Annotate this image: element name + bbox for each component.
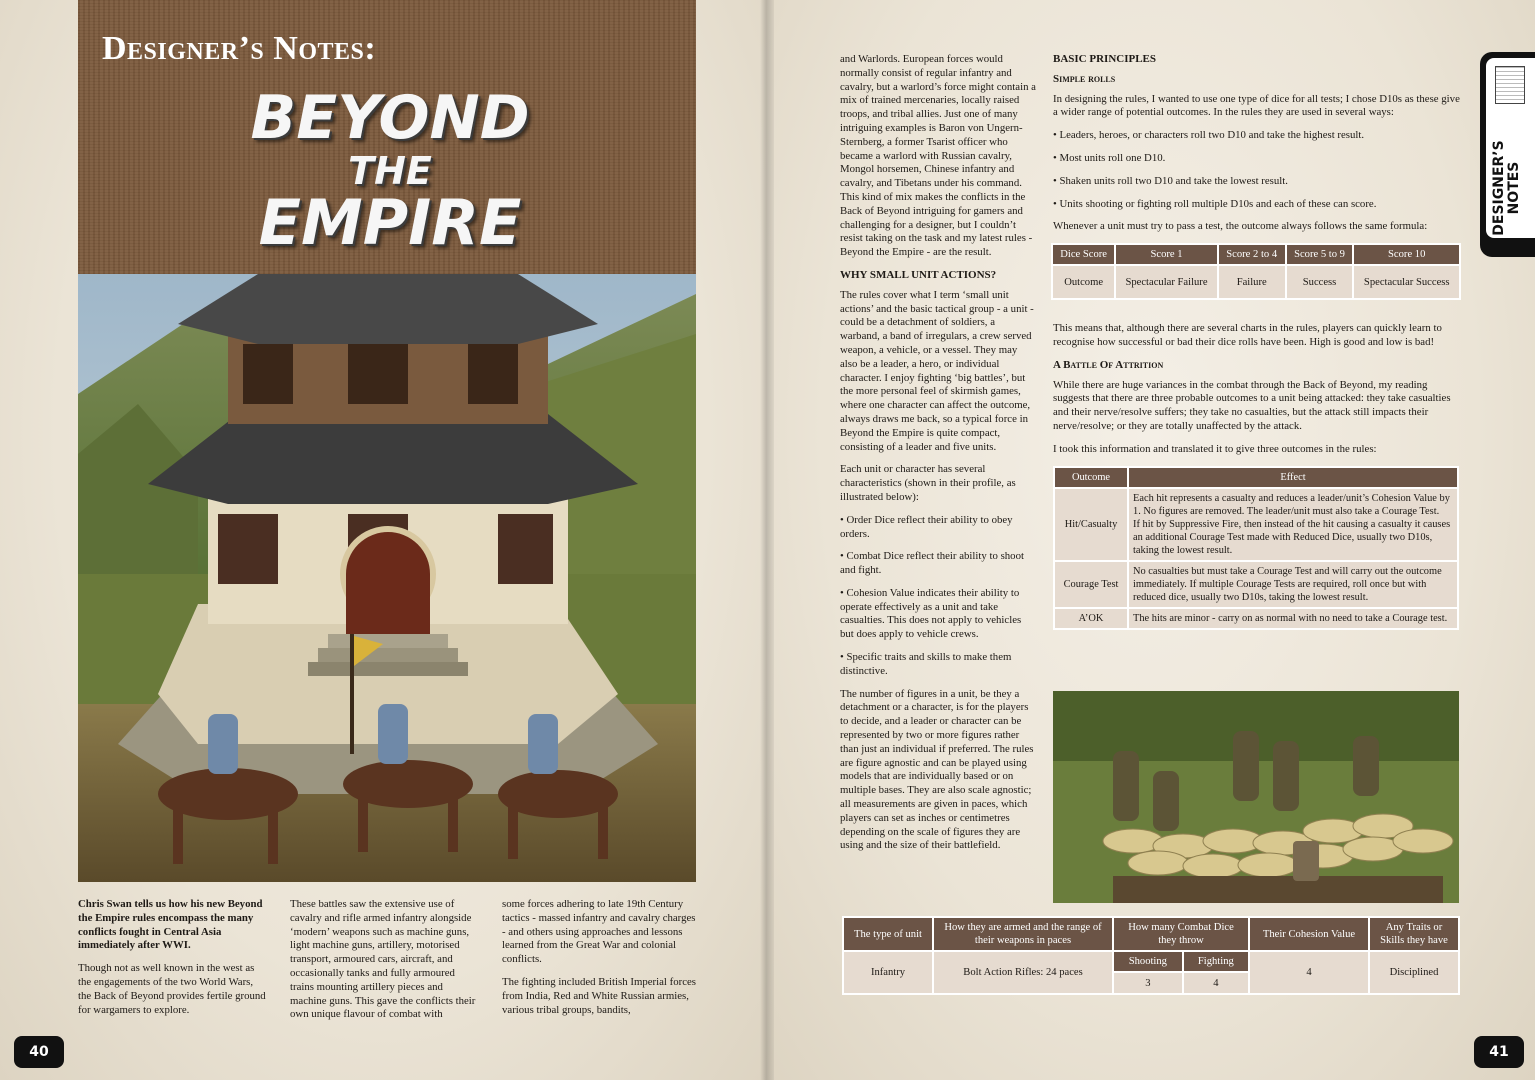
- table-header: Dice Score: [1052, 244, 1115, 265]
- table-header: How they are armed and the range of their weapons in paces: [933, 917, 1113, 951]
- page-spine: [760, 0, 774, 1080]
- article-title: [200, 83, 580, 259]
- page-number-right: 41: [1474, 1036, 1524, 1068]
- side-tab-label: [1492, 118, 1532, 258]
- table-header: Any Traits or Skills they have: [1369, 917, 1459, 951]
- paragraph: While there are huge variances in the combat through the Back of Beyond, my reading suggests that there are three probable outcomes to a unit being attacked: they take casualties and their nerve/resolve suffers; they take no casualties, but the attack still impacts their nerve/resolve; or they are totally unaffected by the attack.: [1053, 378, 1451, 432]
- notepad-icon: [1495, 66, 1525, 104]
- sub-heading: A Battle Of Attrition: [1053, 358, 1164, 371]
- bullet-item: • Combat Dice reflect their ability to shoot and fight.: [840, 550, 1024, 577]
- photo-soldiers-sandbags: [1053, 691, 1459, 903]
- soldiers-illustration: [1053, 691, 1459, 903]
- pagoda-illustration: [78, 274, 696, 882]
- hero-photo-pagoda: [78, 274, 696, 882]
- table-cell: Spectacular Failure: [1115, 265, 1218, 299]
- paragraph: Though not as well known in the west as the engagements of the two World Wars, the Back of Beyond provides fertile ground for wargamers to explore.: [78, 962, 266, 1016]
- bullet-item: • Units shooting or fighting roll multiple D10s and each of these can score.: [1053, 197, 1377, 210]
- table-cell: 4: [1183, 972, 1249, 994]
- bullet-item: • Order Dice reflect their ability to obey orders.: [840, 513, 1013, 540]
- table-header: Score 10: [1353, 244, 1460, 265]
- paragraph: Each unit or character has several characteristics (shown in their profile, as illustrated below):: [840, 463, 1016, 503]
- bullet-item: • Cohesion Value indicates their ability to operate effectively as a unit and take casualties. This does not apply to vehicles but does apply to vehicle crews.: [840, 586, 1022, 641]
- table-header: Fighting: [1183, 951, 1249, 972]
- table-cell: Outcome: [1052, 265, 1115, 299]
- table-cell: 4: [1249, 951, 1369, 994]
- bullet-item: • Shaken units roll two D10 and take the lowest result.: [1053, 174, 1288, 187]
- side-tab-line-2: NOTES: [1506, 161, 1522, 215]
- page-number-left: 40: [14, 1036, 64, 1068]
- bullet-item: • Leaders, heroes, or characters roll two D10 and take the highest result.: [1053, 129, 1365, 142]
- outcome-table: [1053, 466, 1459, 630]
- column-2: [290, 898, 480, 1031]
- paragraph: I took this information and translated it to give three outcomes in the rules:: [1053, 442, 1377, 455]
- table-header: The type of unit: [843, 917, 933, 951]
- table-header: How many Combat Dice they throw: [1113, 917, 1249, 951]
- table-row: [1054, 488, 1458, 561]
- table-cell: Disciplined: [1369, 951, 1459, 994]
- paragraph: The fighting included British Imperial forces from India, Red and White Russian armies, various tribal groups, bandits,: [502, 975, 696, 1016]
- bullet-item: • Specific traits and skills to make them distinctive.: [840, 651, 1012, 677]
- table-header: Effect: [1128, 467, 1458, 488]
- column-3: [502, 898, 698, 1026]
- paragraph: These battles saw the extensive use of cavalry and rifle armed infantry alongside ‘modern’ weapons such as machine guns, light machine guns, artillery, motorised transport, armoured cars, aircraft, and occasionally tanks and fully armoured trains mounting artillery pieces and machine guns. This gave the conflicts their own unique flavour of combat with: [290, 898, 476, 1021]
- table-header: Score 5 to 9: [1286, 244, 1354, 265]
- paragraph: The rules cover what I term ‘small unit actions’ and the basic tactical group - a unit - could be a detachment of soldiers, a warband, a band of irregulars, a crew served weapon, a vehicle, or a vessel. They may also be a leader, a hero, or individual character. I enjoy fighting ‘big battles’, but the more personal feel of skirmish games, where one character can affect the outcome, always draws me back, so a typical force in Beyond the Empire is quite compact, consisting of a leader and five units.: [840, 288, 1034, 453]
- section-heading: WHY SMALL UNIT ACTIONS?: [840, 268, 997, 281]
- paragraph: In designing the rules, I wanted to use one type of dice for all tests; I chose D10s as these give a wider range of potential outcomes. In the rules they are used in several ways:: [1053, 92, 1460, 119]
- paragraph: some forces adhering to late 19th Century tactics - massed infantry and cavalry charges - and others using approaches and lessons learned from the Great War and colonial conflicts.: [502, 898, 696, 966]
- paragraph: and Warlords. European forces would normally consist of regular infantry and cavalry, but a warlord’s force might contain a mix of trained mercenaries, locally raised troops, and tribal allies. Just one of many intriguing examples is Baron von Ungern-Sternberg, a former Tsarist officer who became a warlord with Russian cavalry, Mongol horsemen, Chinese infantry and cavalry, and Tibetans under his command. This kind of mix makes the conflicts in the Back of Beyond intriguing for gamers and challenging for a designer, but I couldn’t resist taking on the task and my latest rules - Beyond the Empire - are the result.: [840, 53, 1036, 259]
- table-row: [1054, 561, 1458, 608]
- title-line-3: EMPIRE: [258, 186, 522, 259]
- table-cell: Infantry: [843, 951, 933, 994]
- table-cell: Courage Test: [1054, 561, 1128, 608]
- unit-profile-table: [842, 916, 1460, 995]
- table-header: Shooting: [1113, 951, 1183, 972]
- table-header: Their Cohesion Value: [1249, 917, 1369, 951]
- table-header: Score 2 to 4: [1218, 244, 1286, 265]
- section-side-tab: [1480, 52, 1535, 257]
- table-row: [1054, 608, 1458, 629]
- dice-score-table: [1051, 243, 1461, 300]
- table-cell: [1128, 488, 1458, 561]
- table-cell: Spectacular Success: [1353, 265, 1460, 299]
- table-cell: Hit/Casualty: [1054, 488, 1128, 561]
- table-cell: 3: [1113, 972, 1183, 994]
- table-cell: Success: [1286, 265, 1354, 299]
- sub-heading: Simple rolls: [1053, 72, 1116, 85]
- section-header: Designer’s Notes:: [102, 30, 377, 67]
- table-header: Outcome: [1054, 467, 1128, 488]
- effect-text: Each hit represents a casualty and reduces a leader/unit’s Cohesion Value by 1. No figures are removed. The leader/unit must also take a Courage Test.: [1133, 492, 1450, 517]
- column-right: [1053, 51, 1461, 630]
- paragraph: Whenever a unit must try to pass a test, the outcome always follows the same formula:: [1053, 220, 1428, 233]
- bullet-item: • Most units roll one D10.: [1053, 151, 1166, 164]
- table-cell: The hits are minor - carry on as normal with no need to take a Courage test.: [1128, 608, 1458, 629]
- section-heading: BASIC PRINCIPLES: [1053, 53, 1156, 65]
- table-header: Score 1: [1115, 244, 1218, 265]
- side-tab-panel: [1486, 58, 1535, 238]
- column-intro: [78, 898, 268, 1026]
- left-page: [0, 0, 765, 1080]
- table-cell: A’OK: [1054, 608, 1128, 629]
- table-cell: Failure: [1218, 265, 1286, 299]
- lead-paragraph: Chris Swan tells us how his new Beyond the Empire rules encompass the many conflicts fought in Central Asia immediately after WWI.: [78, 898, 263, 952]
- effect-text: If hit by Suppressive Fire, then instead of the hit causing a casualty it causes an additional Courage Test made with Reduced Dice, usually two D10s, taking the lowest result.: [1133, 518, 1451, 556]
- side-tab-line-1: DESIGNER’S: [1491, 140, 1507, 236]
- paragraph: The number of figures in a unit, be they a detachment or a character, is for the players to decide, and a leader or character can be represented by two or more figures rather than just an individual if preferred. The rules are figure agnostic and can be played using models that are individually based or on multiple bases. They are also scale agnostic; all measurements are given in paces, which players can set as inches or centimetres depending on the scale of figures they are using and the size of their battlefield.: [840, 687, 1034, 852]
- paragraph: This means that, although there are several charts in the rules, players can quickly learn to recognise how successful or bad their dice rolls have been. High is good and low is bad!: [1053, 322, 1442, 348]
- title-line-1: BEYOND: [250, 83, 530, 153]
- table-cell: Bolt Action Rifles: 24 paces: [933, 951, 1113, 994]
- column-middle: [840, 53, 1036, 862]
- table-cell: No casualties but must take a Courage Test and will carry out the outcome immediately. If multiple Courage Tests are required, roll once but with reduced dice, usually two D10s, taking the lowest result.: [1128, 561, 1458, 608]
- title-line-2: THE: [348, 149, 432, 193]
